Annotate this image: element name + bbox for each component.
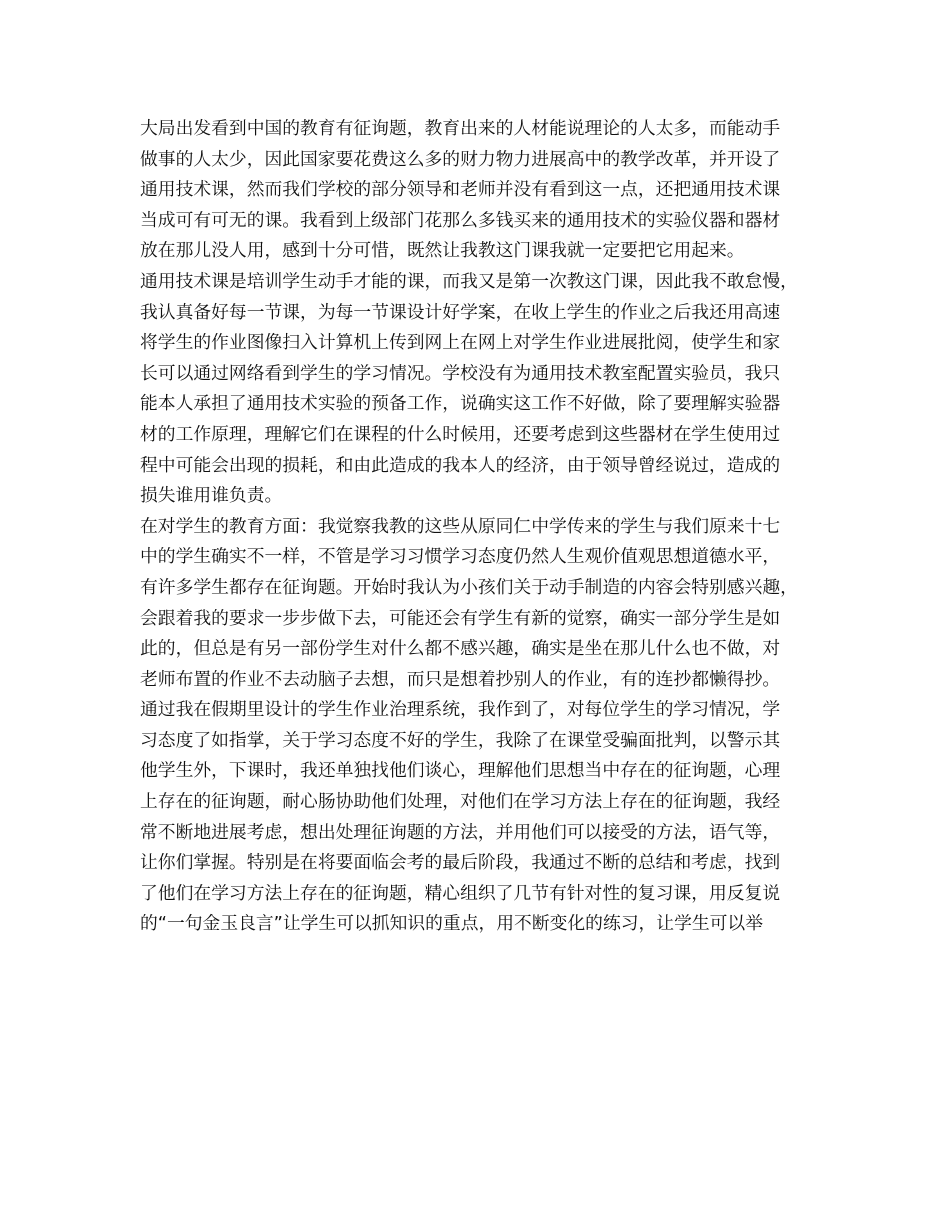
text-line: 此的，但总是有另一部份学生对什么都不感兴趣，确实是坐在那儿什么也不做，对 [140,638,781,660]
text-line: 了他们在学习方法上存在的征询题，精心组织了几节有针对性的复习课，用反复说 [140,882,781,904]
text-line: 能本人承担了通用技术实验的预备工作，说确实这工作不好做，除了要理解实验器 [140,393,781,415]
text-line: 的“一句金玉良言”让学生可以抓知识的重点，用不断变化的练习，让学生可以举 [140,913,763,935]
text-line: 我认真备好每一节课，为每一节课设计好学案，在收上学生的作业之后我还用高速 [140,301,781,323]
text-line: 在对学生的教育方面：我觉察我教的这些从原同仁中学传来的学生与我们原来十七 [140,515,781,537]
text-line: 程中可能会出现的损耗，和由此造成的我本人的经济，由于领导曾经说过，造成的 [140,454,781,476]
text-line: 中的学生确实不一样，不管是学习习惯学习态度仍然人生观价值观思想道德水平， [140,546,781,568]
text-line: 习态度了如指掌，关于学习态度不好的学生，我除了在课堂受骗面批判，以警示其 [140,729,781,751]
text-line: 会跟着我的要求一步步做下去，可能还会有学生有新的觉察，确实一部分学生是如 [140,607,781,629]
text-line: 常不断地进展考虑，想出处理征询题的方法，并用他们可以接受的方法，语气等， [140,821,781,843]
text-line: 大局出发看到中国的教育有征询题，教育出来的人材能说理论的人太多，而能动手 [140,118,781,139]
text-line: 做事的人太少，因此国家要花费这么多的财力物力进展高中的教学改革，并开设了 [140,148,781,170]
text-line: 老师布置的作业不去动脑子去想，而只是想着抄别人的作业，有的连抄都懒得抄。 [140,668,781,690]
text-line: 上存在的征询题，耐心肠协助他们处理，对他们在学习方法上存在的征询题，我经 [140,791,781,813]
text-line: 有许多学生都存在征询题。开始时我认为小孩们关于动手制造的内容会特别感兴趣， [140,576,798,598]
text-line: 损失谁用谁负责。 [140,485,283,507]
text-line: 长可以通过网络看到学生的学习情况。学校没有为通用技术教室配置实验员，我只 [140,362,781,384]
text-line: 让你们掌握。特别是在将要面临会考的最后阶段，我通过不断的总结和考虑，找到 [140,852,781,874]
text-line: 将学生的作业图像扫入计算机上传到网上在网上对学生作业进展批阅，使学生和家 [140,332,781,354]
text-line: 通过我在假期里设计的学生作业治理系统，我作到了，对每位学生的学习情况，学 [140,699,781,721]
text-line: 当成可有可无的课。我看到上级部门花那么多钱买来的通用技术的实验仪器和器材 [140,209,781,231]
text-line: 放在那儿没人用，感到十分可惜，既然让我教这门课我就一定要把它用起来。 [140,240,745,262]
text-line: 他学生外，下课时，我还单独找他们谈心，理解他们思想当中存在的征询题，心理 [140,760,781,782]
body-text [140,114,820,940]
text-line: 通用技术课是培训学生动手才能的课，而我又是第一次教这门课，因此我不敢怠慢， [140,270,798,292]
text-line: 通用技术课，然而我们学校的部分领导和老师并没有看到这一点，还把通用技术课 [140,179,781,201]
text-line: 材的工作原理，理解它们在课程的什么时候用，还要考虑到这些器材在学生使用过 [140,423,781,445]
